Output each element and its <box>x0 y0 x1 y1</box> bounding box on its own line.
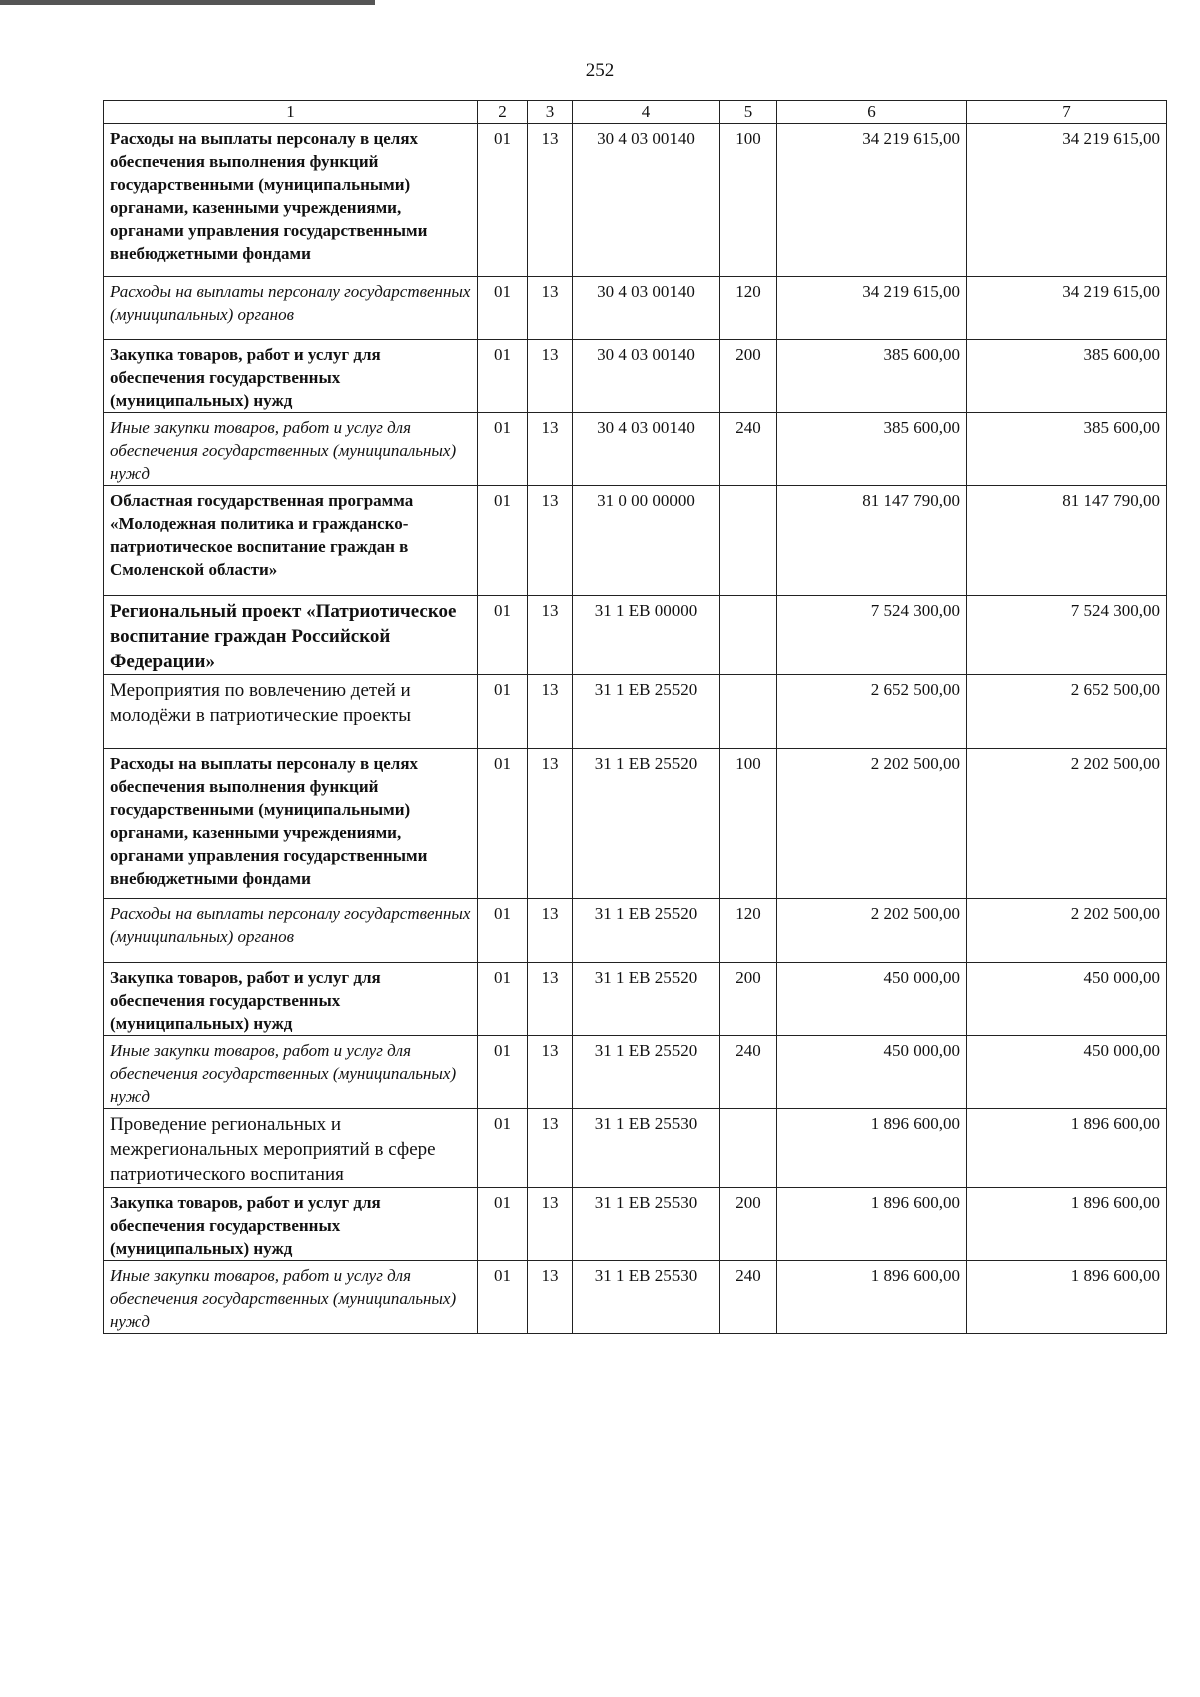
amount-col6: 450 000,00 <box>777 1036 967 1109</box>
section-code: 01 <box>478 1188 528 1261</box>
subsection-code: 13 <box>528 963 573 1036</box>
expense-type-code: 120 <box>720 277 777 340</box>
table-row <box>104 413 1167 486</box>
section-code: 01 <box>478 675 528 749</box>
amount-col7: 34 219 615,00 <box>967 124 1167 277</box>
row-name: Закупка товаров, работ и услуг для обеспечения государственных (муниципальных) нужд <box>104 963 478 1036</box>
amount-col6: 1 896 600,00 <box>777 1188 967 1261</box>
expense-type-code: 200 <box>720 963 777 1036</box>
amount-col6: 81 147 790,00 <box>777 486 967 596</box>
subsection-code: 13 <box>528 1109 573 1188</box>
section-code: 01 <box>478 749 528 899</box>
table-body <box>104 124 1167 1334</box>
target-article-code: 31 1 ЕВ 25520 <box>573 963 720 1036</box>
amount-col7: 2 202 500,00 <box>967 749 1167 899</box>
row-name: Иные закупки товаров, работ и услуг для обеспечения государственных (муниципальных) нужд <box>104 413 478 486</box>
subsection-code: 13 <box>528 675 573 749</box>
target-article-code: 30 4 03 00140 <box>573 124 720 277</box>
row-name: Региональный проект «Патриотическое воспитание граждан Российской Федерации» <box>104 596 478 675</box>
expense-type-code: 240 <box>720 1261 777 1334</box>
section-code: 01 <box>478 486 528 596</box>
target-article-code: 31 1 ЕВ 25530 <box>573 1188 720 1261</box>
subsection-code: 13 <box>528 899 573 963</box>
row-name: Закупка товаров, работ и услуг для обеспечения государственных (муниципальных) нужд <box>104 1188 478 1261</box>
table-row <box>104 1036 1167 1109</box>
row-name: Иные закупки товаров, работ и услуг для обеспечения государственных (муниципальных) нужд <box>104 1036 478 1109</box>
column-header: 6 <box>777 101 967 124</box>
section-code: 01 <box>478 413 528 486</box>
expense-type-code: 120 <box>720 899 777 963</box>
column-header: 5 <box>720 101 777 124</box>
target-article-code: 31 1 ЕВ 25520 <box>573 1036 720 1109</box>
subsection-code: 13 <box>528 1188 573 1261</box>
target-article-code: 31 1 ЕВ 25520 <box>573 675 720 749</box>
subsection-code: 13 <box>528 596 573 675</box>
table-row <box>104 963 1167 1036</box>
subsection-code: 13 <box>528 413 573 486</box>
table-row <box>104 277 1167 340</box>
target-article-code: 31 1 ЕВ 25520 <box>573 899 720 963</box>
amount-col7: 1 896 600,00 <box>967 1109 1167 1188</box>
row-name: Расходы на выплаты персоналу государственных (муниципальных) органов <box>104 899 478 963</box>
expense-type-code: 240 <box>720 413 777 486</box>
amount-col7: 2 202 500,00 <box>967 899 1167 963</box>
subsection-code: 13 <box>528 340 573 413</box>
amount-col7: 450 000,00 <box>967 1036 1167 1109</box>
subsection-code: 13 <box>528 1036 573 1109</box>
amount-col7: 34 219 615,00 <box>967 277 1167 340</box>
target-article-code: 31 0 00 00000 <box>573 486 720 596</box>
section-code: 01 <box>478 124 528 277</box>
expense-type-code: 200 <box>720 1188 777 1261</box>
amount-col7: 1 896 600,00 <box>967 1261 1167 1334</box>
row-name: Расходы на выплаты персоналу государственных (муниципальных) органов <box>104 277 478 340</box>
amount-col6: 385 600,00 <box>777 413 967 486</box>
table-row <box>104 486 1167 596</box>
subsection-code: 13 <box>528 1261 573 1334</box>
amount-col6: 1 896 600,00 <box>777 1109 967 1188</box>
target-article-code: 31 1 ЕВ 25530 <box>573 1261 720 1334</box>
amount-col6: 385 600,00 <box>777 340 967 413</box>
amount-col7: 7 524 300,00 <box>967 596 1167 675</box>
amount-col6: 34 219 615,00 <box>777 124 967 277</box>
section-code: 01 <box>478 963 528 1036</box>
table-row <box>104 1109 1167 1188</box>
table-row <box>104 899 1167 963</box>
expense-type-code: 100 <box>720 749 777 899</box>
column-header: 1 <box>104 101 478 124</box>
column-header: 4 <box>573 101 720 124</box>
amount-col7: 81 147 790,00 <box>967 486 1167 596</box>
amount-col6: 2 202 500,00 <box>777 899 967 963</box>
amount-col6: 2 652 500,00 <box>777 675 967 749</box>
column-header: 2 <box>478 101 528 124</box>
expense-type-code <box>720 1109 777 1188</box>
amount-col7: 1 896 600,00 <box>967 1188 1167 1261</box>
subsection-code: 13 <box>528 277 573 340</box>
table-row <box>104 749 1167 899</box>
row-name: Иные закупки товаров, работ и услуг для обеспечения государственных (муниципальных) нужд <box>104 1261 478 1334</box>
amount-col7: 2 652 500,00 <box>967 675 1167 749</box>
table-row <box>104 596 1167 675</box>
row-name: Расходы на выплаты персоналу в целях обеспечения выполнения функций государственными (муниципальными) органами, казенными учреждениями, органами управления государственными внебюджетными фондами <box>104 749 478 899</box>
row-name: Мероприятия по вовлечению детей и молодёжи в патриотические проекты <box>104 675 478 749</box>
amount-col6: 1 896 600,00 <box>777 1261 967 1334</box>
table-row <box>104 1188 1167 1261</box>
subsection-code: 13 <box>528 124 573 277</box>
table-row <box>104 1261 1167 1334</box>
amount-col6: 7 524 300,00 <box>777 596 967 675</box>
target-article-code: 31 1 ЕВ 00000 <box>573 596 720 675</box>
page-number: 252 <box>585 60 615 81</box>
column-number-row <box>104 101 1167 124</box>
amount-col6: 34 219 615,00 <box>777 277 967 340</box>
table-row <box>104 340 1167 413</box>
row-name: Проведение региональных и межрегиональных мероприятий в сфере патриотического воспитания <box>104 1109 478 1188</box>
column-header: 7 <box>967 101 1167 124</box>
target-article-code: 31 1 ЕВ 25520 <box>573 749 720 899</box>
amount-col7: 450 000,00 <box>967 963 1167 1036</box>
expense-type-code <box>720 675 777 749</box>
section-code: 01 <box>478 277 528 340</box>
amount-col6: 2 202 500,00 <box>777 749 967 899</box>
row-name: Закупка товаров, работ и услуг для обеспечения государственных (муниципальных) нужд <box>104 340 478 413</box>
scan-edge-line <box>0 0 375 5</box>
subsection-code: 13 <box>528 486 573 596</box>
target-article-code: 30 4 03 00140 <box>573 277 720 340</box>
table-row <box>104 124 1167 277</box>
expense-type-code: 240 <box>720 1036 777 1109</box>
target-article-code: 30 4 03 00140 <box>573 340 720 413</box>
expense-type-code: 100 <box>720 124 777 277</box>
section-code: 01 <box>478 899 528 963</box>
subsection-code: 13 <box>528 749 573 899</box>
column-header: 3 <box>528 101 573 124</box>
expense-type-code <box>720 596 777 675</box>
expense-type-code: 200 <box>720 340 777 413</box>
table-row <box>104 675 1167 749</box>
section-code: 01 <box>478 1261 528 1334</box>
target-article-code: 31 1 ЕВ 25530 <box>573 1109 720 1188</box>
amount-col7: 385 600,00 <box>967 340 1167 413</box>
section-code: 01 <box>478 340 528 413</box>
amount-col7: 385 600,00 <box>967 413 1167 486</box>
section-code: 01 <box>478 596 528 675</box>
row-name: Расходы на выплаты персоналу в целях обеспечения выполнения функций государственными (муниципальными) органами, казенными учреждениями, органами управления государственными внебюджетными фондами <box>104 124 478 277</box>
budget-table <box>103 100 1167 1334</box>
row-name: Областная государственная программа «Молодежная политика и гражданско-патриотическое воспитание граждан в Смоленской области» <box>104 486 478 596</box>
section-code: 01 <box>478 1036 528 1109</box>
expense-type-code <box>720 486 777 596</box>
section-code: 01 <box>478 1109 528 1188</box>
target-article-code: 30 4 03 00140 <box>573 413 720 486</box>
amount-col6: 450 000,00 <box>777 963 967 1036</box>
